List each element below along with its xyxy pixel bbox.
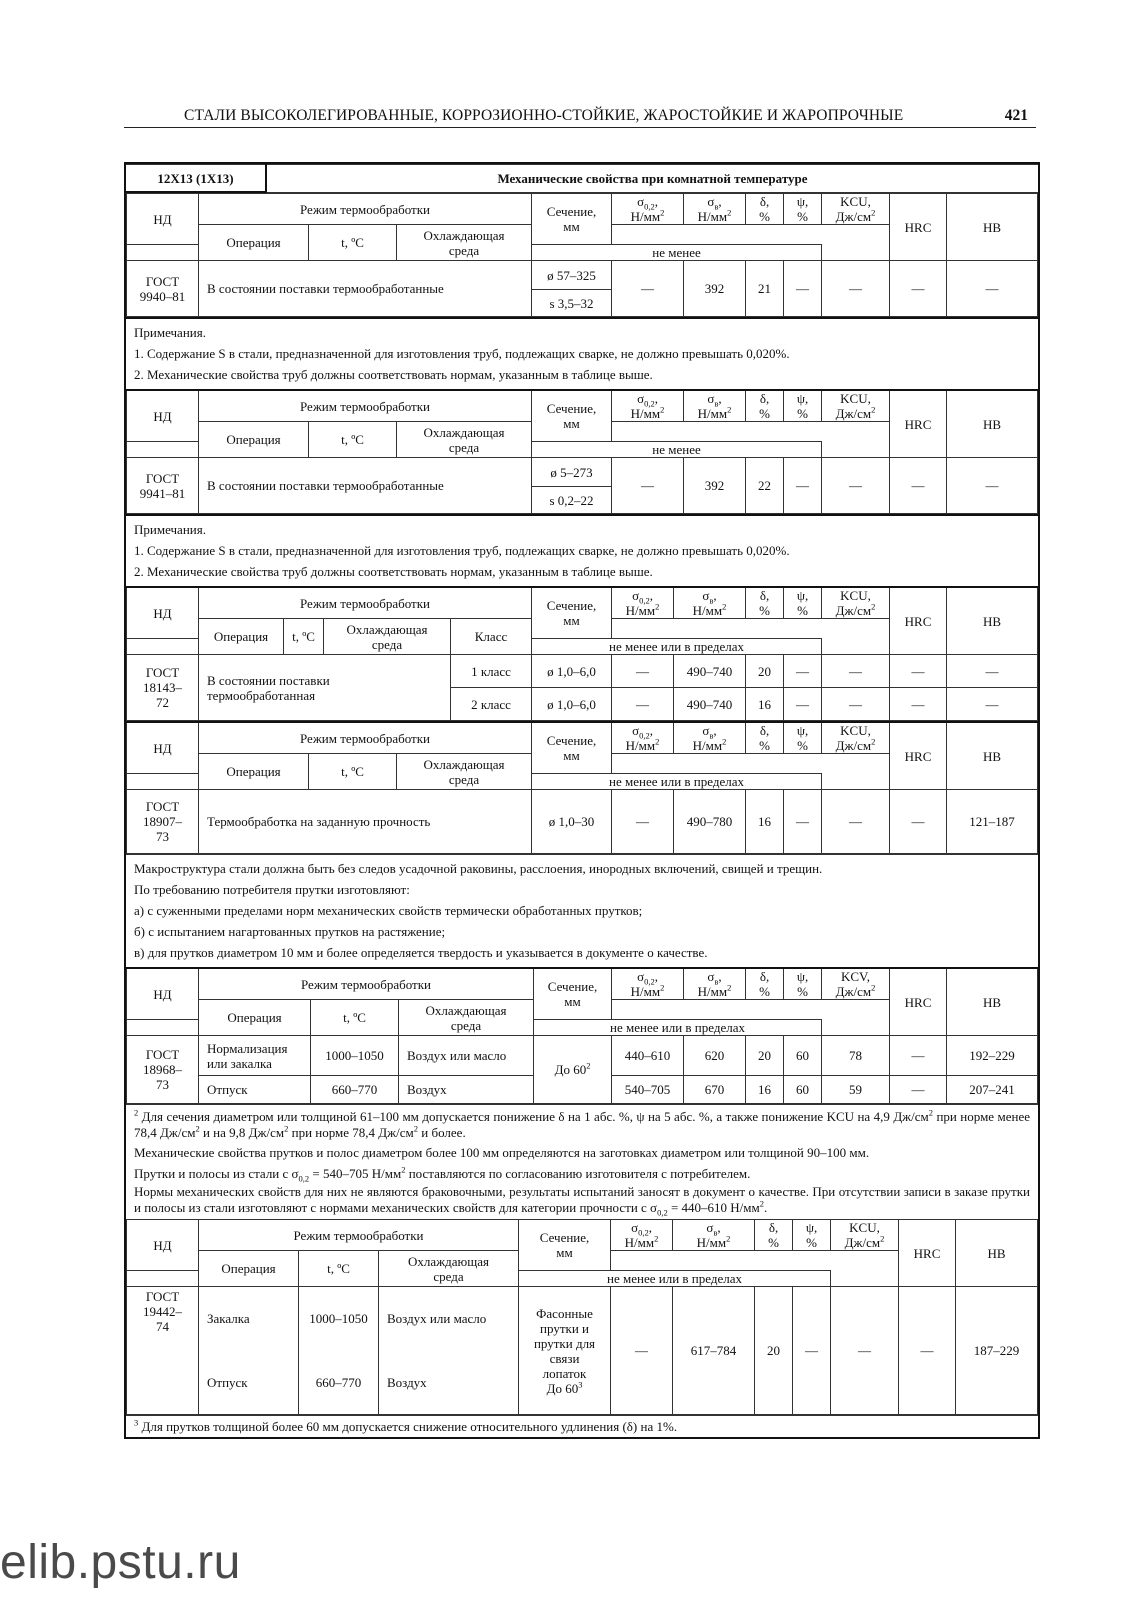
nd-value: ГОСТ 18907– 73 xyxy=(127,790,199,854)
notes-gost-19442 xyxy=(126,1415,1038,1437)
delta-header: δ, % xyxy=(746,390,784,422)
notes-gost-18968 xyxy=(126,1104,1038,1219)
psi-value: — xyxy=(784,261,822,317)
medium-header: Охлаждающая среда xyxy=(379,1251,519,1287)
note-line: Нормы механических свойств для них не являются браковочными, результаты испытаний заносят в документ о качестве. При отсутствии записи в заказе прутки и полосы из стали изготовляют с нормами механических свойств для категории прочности с $\sigma_{0,2} = 440-610$ $Н/мм^2$. xyxy=(134,1184,1030,1218)
nd-value: ГОСТ 9940–81 xyxy=(127,261,199,317)
temp-value: 1000–1050 xyxy=(311,1036,399,1076)
hrc-value: — xyxy=(890,261,947,317)
section-header: Сечение, мм xyxy=(532,390,612,442)
s02-value: 440–610 xyxy=(612,1036,684,1076)
operation-header: Операция xyxy=(199,422,309,458)
kcu-header: KCU, $Дж/см^2$ xyxy=(822,587,890,619)
table-gost-9940 xyxy=(126,193,1038,317)
class-header: Класс xyxy=(451,619,532,655)
hrc-value: — xyxy=(890,790,947,854)
medium-header: Охлаждающая среда xyxy=(397,422,532,458)
hb-value: — xyxy=(947,655,1038,688)
kcu-header: KCU, $Дж/см^2$ xyxy=(822,194,890,225)
note-line: б) с испытанием нагартованных прутков на растяжение; xyxy=(134,924,446,939)
operation-value: Закалка xyxy=(199,1287,299,1351)
psi-value: — xyxy=(784,655,822,688)
s02-header: $\sigma_{0,2}$, $Н/мм^2$ xyxy=(612,587,674,619)
psi-header: ψ, % xyxy=(793,1220,831,1251)
delta-value: 16 xyxy=(746,790,784,854)
section-value: Фасонные прутки и прутки для связи лопаток До $60^3$ xyxy=(519,1287,611,1415)
s02-header: $\sigma_{0,2}$, $Н/мм^2$ xyxy=(612,194,684,225)
s02-header: $\sigma_{0,2}$, $Н/мм^2$ xyxy=(612,390,684,422)
nd-header: НД xyxy=(127,1220,199,1271)
s02-value: — xyxy=(612,655,674,688)
section-header: Сечение, мм xyxy=(532,194,612,245)
header-spacer xyxy=(612,1000,890,1020)
hrc-value: — xyxy=(890,1036,947,1076)
temp-header: t, ºС xyxy=(284,619,324,655)
temp-header: t, ºС xyxy=(309,225,397,261)
sv-value: 392 xyxy=(684,261,746,317)
medium-value: Воздух xyxy=(399,1076,534,1104)
hrc-value: — xyxy=(890,458,947,514)
section-header-tail xyxy=(127,245,199,261)
nd-header: НД xyxy=(127,587,199,639)
footnote-2: $^2$ Для сечения диаметром или толщиной 61–100 мм допускается понижение δ на 1 абс. %, ψ на 5 абс. %, а также понижение KCU на 4,9 $Дж/см^2$ при норме менее 78,4 $Дж/см^2$ и на 9,8 $Дж/см^2$ при норме 78,4 $Дж/см^2$ и более. xyxy=(134,1107,1030,1140)
temp-value: 660–770 xyxy=(311,1076,399,1104)
running-header xyxy=(124,107,1036,128)
note-line: 2. Механические свойства труб должны соответствовать нормам, указанным в таблице выше. xyxy=(134,564,653,579)
note-line: Макроструктура стали должна быть без следов усадочной раковины, расслоения, инородных включений, свищей и трещин. xyxy=(134,861,823,876)
psi-value: — xyxy=(784,790,822,854)
table-gost-18907 xyxy=(126,721,1038,854)
sv-value: 620 xyxy=(684,1036,746,1076)
sv-value: 490–780 xyxy=(674,790,746,854)
header-spacer xyxy=(612,754,890,774)
delta-header: δ, % xyxy=(755,1220,793,1251)
notes-gost-9941 xyxy=(126,514,1038,586)
s02-value: — xyxy=(611,1287,673,1415)
min-range-label: не менее или в пределах xyxy=(532,774,822,790)
hb-value: — xyxy=(947,458,1038,514)
properties-table xyxy=(124,162,1040,1439)
hb-value: 121–187 xyxy=(947,790,1038,854)
mode-header: Режим термообработки xyxy=(199,1220,519,1251)
nd-header: НД xyxy=(127,722,199,774)
sv-value: 392 xyxy=(684,458,746,514)
note-line: По требованию потребителя прутки изготовляют: xyxy=(134,882,410,897)
medium-value: Воздух или масло xyxy=(379,1287,519,1351)
nd-header: НД xyxy=(127,194,199,245)
note-line: Примечания. xyxy=(134,325,206,340)
table-title: Механические свойства при комнатной температуре xyxy=(266,165,1038,193)
watermark: elib.pstu.ru xyxy=(0,1536,241,1589)
delta-header: δ, % xyxy=(746,722,784,754)
delta-value: 20 xyxy=(755,1287,793,1415)
section-value: ø 1,0–6,0 xyxy=(532,655,612,688)
hrc-header: HRC xyxy=(890,194,947,261)
sv-header: $\sigma_в$, $Н/мм^2$ xyxy=(674,722,746,754)
nd-value: ГОСТ 18968– 73 xyxy=(127,1036,199,1104)
section-header-tail xyxy=(127,774,199,790)
section-header-tail xyxy=(127,442,199,458)
hrc-header: HRC xyxy=(890,722,947,790)
operation-value: Нормализация или закалка xyxy=(199,1036,311,1076)
header-spacer xyxy=(611,1251,899,1271)
kcv-value: 78 xyxy=(822,1036,890,1076)
hrc-value: — xyxy=(899,1287,956,1415)
sv-header: $\sigma_в$, $Н/мм^2$ xyxy=(684,390,746,422)
psi-header: ψ, % xyxy=(784,194,822,225)
delta-header: δ, % xyxy=(746,194,784,225)
operation-header: Операция xyxy=(199,1251,299,1287)
section-header: Сечение, мм xyxy=(519,1220,611,1271)
mode-header: Режим термообработки xyxy=(199,968,534,1000)
temp-header: t, ºС xyxy=(299,1251,379,1287)
header-spacer xyxy=(612,422,890,442)
kcu-header: KCU, $Дж/см^2$ xyxy=(822,722,890,754)
medium-header: Охлаждающая среда xyxy=(399,1000,534,1036)
hb-value: 187–229 xyxy=(956,1287,1038,1415)
kcu-value: — xyxy=(831,1287,899,1415)
hrc-value: — xyxy=(890,655,947,688)
psi-header: ψ, % xyxy=(784,390,822,422)
table-gost-19442 xyxy=(126,1219,1038,1415)
section-value: ø 1,0–30 xyxy=(532,790,612,854)
operation-value: В состоянии поставки термообработанные xyxy=(199,458,532,514)
delta-value: 20 xyxy=(746,655,784,688)
mode-header: Режим термообработки xyxy=(199,722,532,754)
temp-header: t, ºС xyxy=(311,1000,399,1036)
s02-value: — xyxy=(612,458,684,514)
table-gost-18143 xyxy=(126,586,1038,721)
hb-header: HB xyxy=(947,194,1038,261)
note-line: а) с суженными пределами норм механических свойств термически обработанных прутков; xyxy=(134,903,643,918)
section-header-tail xyxy=(127,1271,199,1287)
section-b: s 3,5–32 xyxy=(532,290,612,317)
hb-header: HB xyxy=(947,587,1038,655)
psi-value: — xyxy=(793,1287,831,1415)
hb-value: — xyxy=(947,688,1038,721)
notes-gost-18907 xyxy=(126,854,1038,967)
sv-value: 617–784 xyxy=(673,1287,755,1415)
table-gost-18968 xyxy=(126,967,1038,1104)
note-line: Примечания. xyxy=(134,522,206,537)
operation-header: Операция xyxy=(199,619,284,655)
temp-header: t, ºС xyxy=(309,422,397,458)
nd-value: ГОСТ 18143– 72 xyxy=(127,655,199,721)
kcu-value: — xyxy=(822,790,890,854)
nd-header: НД xyxy=(127,968,199,1020)
section-b: s 0,2–22 xyxy=(532,487,612,514)
class-value: 2 класс xyxy=(451,688,532,721)
min-label: не менее xyxy=(532,442,822,458)
medium-value: Воздух или масло xyxy=(399,1036,534,1076)
kcu-header: KCU, $Дж/см^2$ xyxy=(822,390,890,422)
kcv-value: 59 xyxy=(822,1076,890,1104)
kcu-header: KCU, $Дж/см^2$ xyxy=(831,1220,899,1251)
running-title: СТАЛИ ВЫСОКОЛЕГИРОВАННЫЕ, КОРРОЗИОННО-СТОЙКИЕ, ЖАРОСТОЙКИЕ И ЖАРОПРОЧНЫЕ xyxy=(184,107,904,124)
temp-value: 1000–1050 xyxy=(299,1287,379,1351)
hb-header: HB xyxy=(947,968,1038,1036)
hrc-header: HRC xyxy=(899,1220,956,1287)
section-header-tail xyxy=(127,1020,199,1036)
s02-value: — xyxy=(612,790,674,854)
table-gost-9941 xyxy=(126,389,1038,514)
hrc-header: HRC xyxy=(890,587,947,655)
sv-value: 490–740 xyxy=(674,688,746,721)
mode-header: Режим термообработки xyxy=(199,587,532,619)
delta-value: 16 xyxy=(746,688,784,721)
section-value: До $60^2$ xyxy=(534,1036,612,1104)
s02-header: $\sigma_{0,2}$, $Н/мм^2$ xyxy=(611,1220,673,1251)
hrc-header: HRC xyxy=(890,390,947,458)
sv-header: $\sigma_в$, $Н/мм^2$ xyxy=(674,587,746,619)
page-number: 421 xyxy=(1004,107,1028,124)
min-range-label: не менее или в пределах xyxy=(519,1271,831,1287)
hrc-header: HRC xyxy=(890,968,947,1036)
min-label: не менее xyxy=(532,245,822,261)
s02-value: 540–705 xyxy=(612,1076,684,1104)
kcv-header: KCV, $Дж/см^2$ xyxy=(822,968,890,1000)
s02-value: — xyxy=(612,688,674,721)
section-header-tail xyxy=(127,639,199,655)
hb-value: — xyxy=(947,261,1038,317)
title-row xyxy=(126,164,1038,193)
header-spacer xyxy=(612,225,890,245)
medium-header: Охлаждающая среда xyxy=(397,754,532,790)
psi-value: 60 xyxy=(784,1036,822,1076)
note-line: Прутки и полосы из стали с $\sigma_{0,2} = 540-705$ $Н/мм^2$ поставляются по согласованию изготовителя с потребителем. xyxy=(134,1164,751,1184)
section-header: Сечение, мм xyxy=(532,722,612,774)
note-line: 2. Механические свойства труб должны соответствовать нормам, указанным в таблице выше. xyxy=(134,367,653,382)
mode-header: Режим термообработки xyxy=(199,390,532,422)
hrc-value: — xyxy=(890,688,947,721)
operation-header: Операция xyxy=(199,225,309,261)
s02-header: $\sigma_{0,2}$, $Н/мм^2$ xyxy=(612,968,684,1000)
operation-value: Отпуск xyxy=(199,1351,299,1415)
operation-value: В состоянии поставки термообработанные xyxy=(199,261,532,317)
section-value: ø 1,0–6,0 xyxy=(532,688,612,721)
kcu-value: — xyxy=(822,261,890,317)
operation-value: Отпуск xyxy=(199,1076,311,1104)
note-line: 1. Содержание S в стали, предназначенной для изготовления труб, подлежащих сварке, не должно превышать 0,020%. xyxy=(134,543,790,558)
delta-header: δ, % xyxy=(746,968,784,1000)
kcu-value: — xyxy=(822,458,890,514)
s02-header: $\sigma_{0,2}$, $Н/мм^2$ xyxy=(612,722,674,754)
section-a: ø 5–273 xyxy=(532,458,612,487)
sv-value: 670 xyxy=(684,1076,746,1104)
sv-header: $\sigma_в$, $Н/мм^2$ xyxy=(673,1220,755,1251)
sv-header: $\sigma_в$, $Н/мм^2$ xyxy=(684,194,746,225)
psi-header: ψ, % xyxy=(784,968,822,1000)
hb-header: HB xyxy=(956,1220,1038,1287)
sv-header: $\sigma_в$, $Н/мм^2$ xyxy=(684,968,746,1000)
nd-header: НД xyxy=(127,390,199,442)
operation-value: Термообработка на заданную прочность xyxy=(199,790,532,854)
min-range-label: не менее или в пределах xyxy=(532,639,822,655)
kcu-value: — xyxy=(822,688,890,721)
psi-header: ψ, % xyxy=(784,587,822,619)
nd-value: ГОСТ 9941–81 xyxy=(127,458,199,514)
min-range-label: не менее или в пределах xyxy=(534,1020,822,1036)
kcu-value: — xyxy=(822,655,890,688)
psi-header: ψ, % xyxy=(784,722,822,754)
steel-grade: 12Х13 (1Х13) xyxy=(126,165,266,193)
delta-value: 16 xyxy=(746,1076,784,1104)
section-header: Сечение, мм xyxy=(534,968,612,1020)
hb-header: HB xyxy=(947,390,1038,458)
operation-value: В состоянии поставки термообработанная xyxy=(199,655,451,721)
class-value: 1 класс xyxy=(451,655,532,688)
s02-value: — xyxy=(612,261,684,317)
operation-header: Операция xyxy=(199,1000,311,1036)
psi-value: — xyxy=(784,688,822,721)
medium-header: Охлаждающая среда xyxy=(397,225,532,261)
section-a: ø 57–325 xyxy=(532,261,612,290)
psi-value: — xyxy=(784,458,822,514)
mode-header: Режим термообработки xyxy=(199,194,532,225)
temp-header: t, ºС xyxy=(309,754,397,790)
hrc-value: — xyxy=(890,1076,947,1104)
hb-header: HB xyxy=(947,722,1038,790)
medium-value: Воздух xyxy=(379,1351,519,1415)
psi-value: 60 xyxy=(784,1076,822,1104)
nd-value: ГОСТ 19442– 74 xyxy=(127,1287,199,1415)
delta-value: 20 xyxy=(746,1036,784,1076)
hb-value: 192–229 xyxy=(947,1036,1038,1076)
operation-header: Операция xyxy=(199,754,309,790)
section-header: Сечение, мм xyxy=(532,587,612,639)
note-line: в) для прутков диаметром 10 мм и более определяется твердость и указывается в документе о качестве. xyxy=(134,945,708,960)
note-line: Механические свойства прутков и полос диаметром более 100 мм определяются на заготовках диаметром или толщиной 90–100 мм. xyxy=(134,1145,870,1160)
footnote-3: $^3$ Для прутков толщиной более 60 мм допускается снижение относительного удлинения (δ) на 1%. xyxy=(134,1417,678,1434)
note-line: 1. Содержание S в стали, предназначенной для изготовления труб, подлежащих сварке, не должно превышать 0,020%. xyxy=(134,346,790,361)
delta-header: δ, % xyxy=(746,587,784,619)
delta-value: 21 xyxy=(746,261,784,317)
delta-value: 22 xyxy=(746,458,784,514)
notes-gost-9940 xyxy=(126,317,1038,389)
header-spacer xyxy=(612,619,890,639)
sv-value: 490–740 xyxy=(674,655,746,688)
temp-value: 660–770 xyxy=(299,1351,379,1415)
medium-header: Охлаждающая среда xyxy=(324,619,451,655)
hb-value: 207–241 xyxy=(947,1076,1038,1104)
